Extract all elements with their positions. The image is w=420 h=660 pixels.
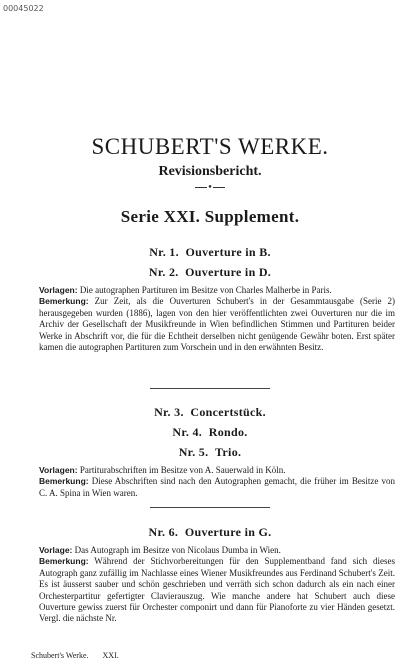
vorlage-text: Das Autograph im Besitze von Nicolaus Dumba in Wien. — [74, 545, 281, 555]
nr3-title: Concertstück. — [190, 405, 266, 419]
vorlagen-text: Die autographen Partituren im Besitze von Charles Malherbe in Paris. — [79, 285, 332, 295]
nr5-title: Trio. — [215, 445, 242, 459]
section2-vorlagen — [31, 465, 395, 476]
heading-nr2 — [0, 265, 420, 280]
heading-nr5 — [0, 445, 420, 460]
nr2-number: Nr. 2. — [148, 265, 179, 279]
page-id: 00045022 — [3, 4, 44, 13]
serie-heading: Serie XXI. Supplement. — [120, 207, 300, 226]
section3-bemerkung — [31, 556, 395, 624]
vorlagen-label: Vorlagen: — [39, 465, 78, 475]
nr6-number: Nr. 6. — [148, 525, 179, 539]
bemerkung-label: Bemerkung: — [39, 556, 89, 567]
heading-nr4 — [0, 425, 420, 440]
nr2-title: Ouverture in D. — [185, 265, 272, 279]
page-footer — [31, 651, 119, 660]
nr5-number: Nr. 5. — [178, 445, 209, 459]
bemerkung-text: Diese Abschriften sind nach den Autographen gemacht, die früher im Besitze von C. A. Spina in Wien waren. — [39, 476, 395, 498]
page-title: SCHUBERT'S WERKE. — [91, 134, 329, 159]
nr1-title: Ouverture in B. — [185, 245, 271, 259]
section-rule — [150, 507, 270, 508]
bemerkung-text: Zur Zeit, als die Ouverturen Schubert's in der Gesammtausgabe (Serie 2) herausgegeben wurden (1886), lagen von den hier veröffentlichten zwei Ouverturen nur die im Archiv der Gesellschaft der Musikfreunde in Wien befindlichen Stimmen und Partituren beider Werke in Abschrift vor, die für die Echtheit derselben nicht genügende Gewähr boten. Erst später kamen die autographen Partituren zum Vorschein und in den erwähnten Besitz. — [39, 296, 395, 353]
nr1-number: Nr. 1. — [149, 245, 179, 259]
vorlagen-label: Vorlagen: — [39, 285, 78, 295]
heading-nr1 — [0, 245, 420, 260]
section3-vorlage — [31, 545, 395, 556]
section2-notes — [31, 465, 395, 499]
footer-title: Schubert's Werke. — [31, 651, 89, 660]
bemerkung-label: Bemerkung: — [39, 476, 89, 487]
section3-notes — [31, 545, 395, 625]
section1-bemerkung — [31, 296, 395, 353]
nr6-title: Ouverture in G. — [184, 525, 272, 539]
section1-vorlagen — [31, 285, 395, 296]
section-rule — [150, 388, 270, 389]
vorlagen-text: Partiturabschriften im Besitze von A. Sauerwald in Köln. — [79, 465, 286, 475]
section2-bemerkung — [31, 476, 395, 499]
vorlage-label: Vorlage: — [39, 545, 73, 555]
nr4-title: Rondo. — [208, 425, 248, 439]
section1-notes — [31, 285, 395, 353]
bemerkung-label: Bemerkung: — [39, 296, 89, 307]
heading-nr6 — [0, 525, 420, 540]
nr3-number: Nr. 3. — [154, 405, 184, 419]
footer-series: XXI. — [102, 651, 119, 660]
ornament-divider: • — [0, 184, 420, 193]
nr4-number: Nr. 4. — [172, 425, 203, 439]
heading-nr3 — [0, 405, 420, 420]
bemerkung-text: Während der Stichvorbereitungen für den Supplementband fand sich dieses Autograph ganz zufällig im Nachlasse eines Wiener Musikfreundes aus Ferdinand Schubert's Zeit. Es ist äusserst sauber und schön geschrieben und verräth sich schon dadurch als ein nach einer Orchesterpartitur gefertigter Clavierauszug. Wie manche andere hat Schubert auch diese Ouverture gewiss zuerst für Orchester componirt und dann für Pianoforte zu vier Händen gesetzt. Vergl. die nächste Nr. — [39, 556, 395, 624]
page-subtitle: Revisionsbericht. — [158, 164, 262, 179]
